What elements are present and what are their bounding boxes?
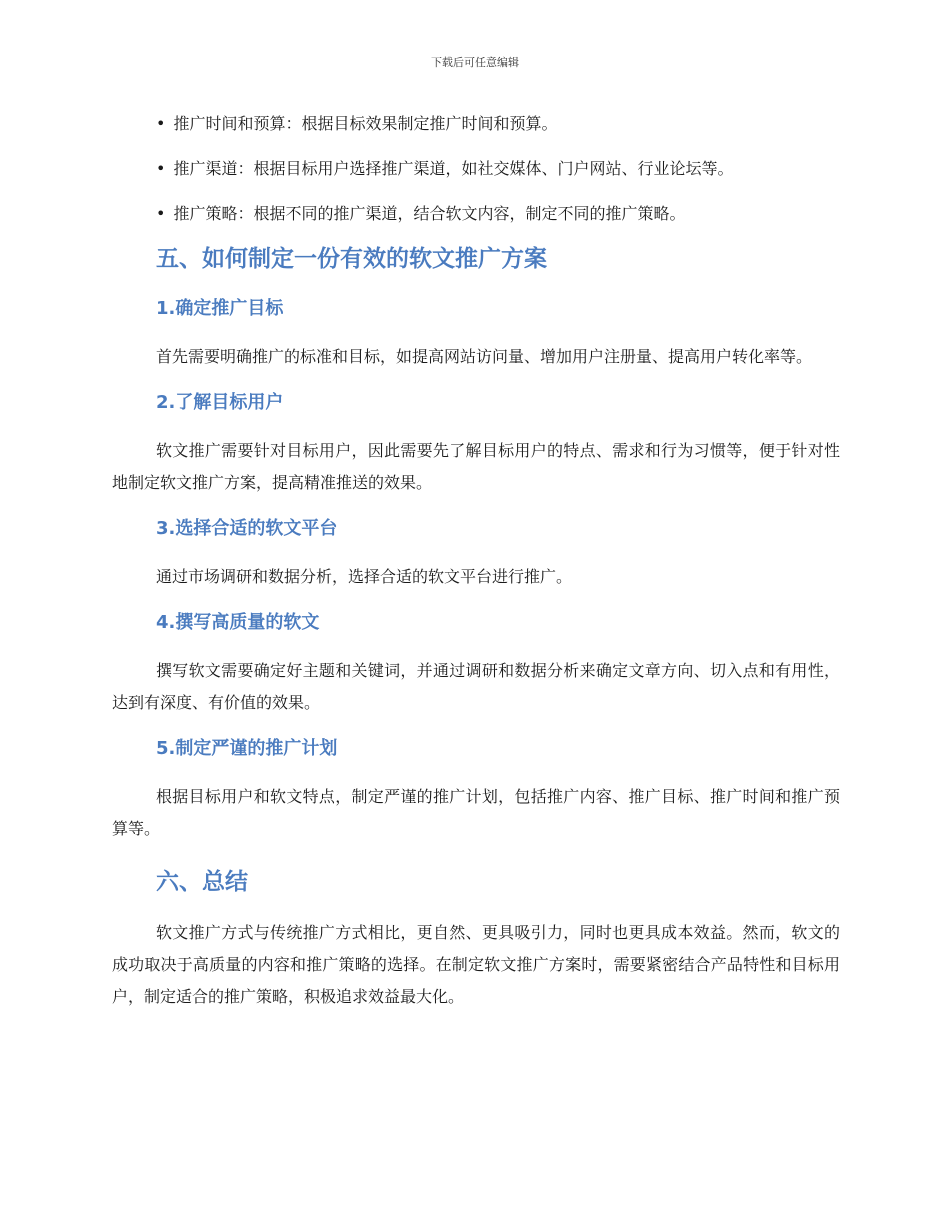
subheading-1: 1.确定推广目标	[156, 298, 284, 319]
subheading-2: 2.了解目标用户	[156, 392, 284, 413]
subheading-4: 4.撰写高质量的软文	[156, 612, 320, 633]
bullet-dot-icon: •	[156, 114, 166, 133]
bullet-dot-icon: •	[156, 159, 166, 178]
paragraph-5: 根据目标用户和软文特点，制定严谨的推广计划，包括推广内容、推广目标、推广时间和推广预算等。	[112, 787, 840, 838]
bullet-item	[112, 153, 840, 185]
header-note: 下载后可任意编辑	[431, 56, 519, 69]
subheading-5: 5.制定严谨的推广计划	[156, 738, 338, 759]
document-content	[112, 108, 840, 1013]
paragraph-3: 通过市场调研和数据分析，选择合适的软文平台进行推广。	[156, 567, 573, 586]
subheading-3: 3.选择合适的软文平台	[156, 518, 338, 539]
section-five-title: 五、如何制定一份有效的软文推广方案	[156, 246, 547, 272]
paragraph-4: 撰写软文需要确定好主题和关键词，并通过调研和数据分析来确定文章方向、切入点和有用性，达到有深度、有价值的效果。	[112, 661, 840, 712]
bullet-dot-icon: •	[156, 204, 166, 223]
section-six-title: 六、总结	[156, 869, 248, 895]
paragraph-1: 首先需要明确推广的标准和目标，如提高网站访问量、增加用户注册量、提高用户转化率等。	[156, 347, 813, 366]
bullet-item	[112, 108, 840, 140]
bullet-item	[112, 198, 840, 230]
bullet-text: 推广策略：根据不同的推广渠道，结合软文内容，制定不同的推广策略。	[173, 204, 686, 223]
bullet-text: 推广时间和预算：根据目标效果制定推广时间和预算。	[173, 114, 558, 133]
paragraph-2: 软文推广需要针对目标用户，因此需要先了解目标用户的特点、需求和行为习惯等，便于针对性地制定软文推广方案，提高精准推送的效果。	[112, 441, 840, 492]
summary-paragraph: 软文推广方式与传统推广方式相比，更自然、更具吸引力，同时也更具成本效益。然而，软文的成功取决于高质量的内容和推广策略的选择。在制定软文推广方案时，需要紧密结合产品特性和目标用户，制定适合的推广策略，积极追求效益最大化。	[112, 923, 840, 1006]
bullet-text: 推广渠道：根据目标用户选择推广渠道，如社交媒体、门户网站、行业论坛等。	[173, 159, 734, 178]
